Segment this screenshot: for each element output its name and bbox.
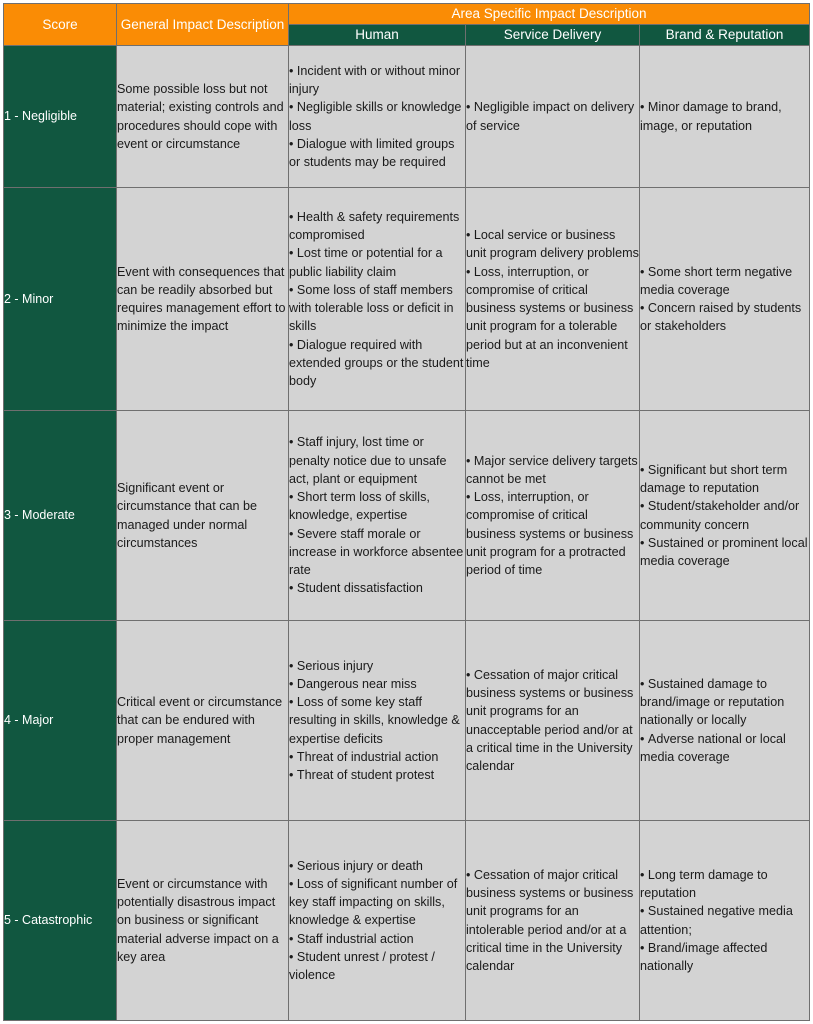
bullet-item: • Minor damage to brand, image, or reputation <box>640 98 809 135</box>
brand-reputation-impact-list <box>640 866 809 976</box>
table-row <box>4 411 810 621</box>
brand-reputation-impact-list <box>640 263 809 336</box>
general-impact-text: Event or circumstance with potentially disastrous impact on business or significant material adverse impact on a key area <box>117 876 279 964</box>
column-header-score: Score <box>4 4 117 46</box>
human-impact-list <box>289 857 465 985</box>
table-row <box>4 46 810 188</box>
risk-impact-matrix-table <box>3 3 810 1021</box>
bullet-item: • Cessation of major critical business systems or business unit programs for an unacceptable period and/or at a critical time in the University calendar <box>466 666 639 776</box>
brand-reputation-impact-list <box>640 461 809 571</box>
service-delivery-impact-cell <box>466 621 640 821</box>
score-label-cell: 3 - Moderate <box>4 411 117 621</box>
bullet-item: • Loss of some key staff resulting in skills, knowledge & expertise deficits <box>289 693 465 748</box>
score-label-cell: 2 - Minor <box>4 188 117 411</box>
service-delivery-impact-list <box>466 98 639 135</box>
human-impact-cell <box>289 188 466 411</box>
general-impact-text: Event with consequences that can be readily absorbed but requires management effort to minimize the impact <box>117 264 286 334</box>
service-delivery-impact-list <box>466 226 639 372</box>
bullet-item: • Loss, interruption, or compromise of critical business systems or business unit program for a protracted period of time <box>466 488 639 579</box>
brand-reputation-impact-cell <box>640 46 810 188</box>
score-label-cell: 4 - Major <box>4 621 117 821</box>
score-label-cell: 5 - Catastrophic <box>4 821 117 1021</box>
bullet-item: • Brand/image affected nationally <box>640 939 809 976</box>
table-body <box>4 46 810 1021</box>
service-delivery-impact-cell <box>466 188 640 411</box>
human-impact-list <box>289 433 465 597</box>
brand-reputation-impact-cell <box>640 621 810 821</box>
brand-reputation-impact-cell <box>640 821 810 1021</box>
bullet-item: • Some short term negative media coverage <box>640 263 809 300</box>
service-delivery-impact-list <box>466 666 639 776</box>
service-delivery-impact-cell <box>466 411 640 621</box>
general-impact-text: Critical event or circumstance that can be endured with proper management <box>117 695 283 746</box>
bullet-item: • Concern raised by students or stakeholders <box>640 299 809 336</box>
header-row-primary <box>4 4 810 25</box>
brand-reputation-impact-cell <box>640 188 810 411</box>
service-delivery-impact-list <box>466 866 639 976</box>
general-impact-cell <box>117 411 289 621</box>
table-header <box>4 4 810 46</box>
bullet-item: • Sustained or prominent local media coverage <box>640 534 809 571</box>
bullet-item: • Local service or business unit program delivery problems <box>466 226 639 263</box>
bullet-item: • Incident with or without minor injury <box>289 62 465 99</box>
general-impact-cell <box>117 46 289 188</box>
column-group-header-area-specific-impact-description: Area Specific Impact Description <box>289 4 810 25</box>
bullet-item: • Dangerous near miss <box>289 675 465 693</box>
bullet-item: • Sustained damage to brand/image or reputation nationally or locally <box>640 675 809 730</box>
bullet-item: • Short term loss of skills, knowledge, expertise <box>289 488 465 525</box>
service-delivery-impact-cell <box>466 821 640 1021</box>
bullet-item: • Threat of industrial action <box>289 748 465 766</box>
human-impact-list <box>289 657 465 785</box>
bullet-item: • Loss of significant number of key staff impacting on skills, knowledge & expertise <box>289 875 465 930</box>
column-header-human: Human <box>289 25 466 46</box>
table-row <box>4 621 810 821</box>
bullet-item: • Serious injury or death <box>289 857 465 875</box>
column-header-service-delivery: Service Delivery <box>466 25 640 46</box>
brand-reputation-impact-cell <box>640 411 810 621</box>
human-impact-cell <box>289 821 466 1021</box>
human-impact-cell <box>289 46 466 188</box>
bullet-item: • Major service delivery targets cannot be met <box>466 452 639 489</box>
bullet-item: • Negligible skills or knowledge loss <box>289 98 465 135</box>
general-impact-cell <box>117 188 289 411</box>
score-label-cell: 1 - Negligible <box>4 46 117 188</box>
human-impact-cell <box>289 621 466 821</box>
service-delivery-impact-list <box>466 452 639 580</box>
general-impact-cell <box>117 621 289 821</box>
general-impact-text: Significant event or circumstance that can be managed under normal circumstances <box>117 481 258 550</box>
bullet-item: • Cessation of major critical business systems or business unit programs for an intolerable period and/or at a critical time in the University calendar <box>466 866 639 976</box>
bullet-item: • Lost time or potential for a public liability claim <box>289 244 465 281</box>
human-impact-cell <box>289 411 466 621</box>
bullet-item: • Staff industrial action <box>289 930 465 948</box>
bullet-item: • Student/stakeholder and/or community concern <box>640 497 809 534</box>
bullet-item: • Serious injury <box>289 657 465 675</box>
column-header-brand-reputation: Brand & Reputation <box>640 25 810 46</box>
bullet-item: • Negligible impact on delivery of service <box>466 98 639 135</box>
bullet-item: • Dialogue required with extended groups or the student body <box>289 336 465 391</box>
brand-reputation-impact-list <box>640 98 809 135</box>
bullet-item: • Staff injury, lost time or penalty notice due to unsafe act, plant or equipment <box>289 433 465 488</box>
bullet-item: • Student unrest / protest / violence <box>289 948 465 985</box>
bullet-item: • Sustained negative media attention; <box>640 902 809 939</box>
bullet-item: • Threat of student protest <box>289 766 465 784</box>
human-impact-list <box>289 62 465 172</box>
bullet-item: • Severe staff morale or increase in workforce absentee rate <box>289 525 465 580</box>
human-impact-list <box>289 208 465 391</box>
bullet-item: • Long term damage to reputation <box>640 866 809 903</box>
bullet-item: • Health & safety requirements compromised <box>289 208 465 245</box>
table-row <box>4 821 810 1021</box>
bullet-item: • Student dissatisfaction <box>289 579 465 597</box>
general-impact-text: Some possible loss but not material; existing controls and procedures should cope with event or circumstance <box>117 82 284 151</box>
bullet-item: • Dialogue with limited groups or students may be required <box>289 135 465 172</box>
brand-reputation-impact-list <box>640 675 809 766</box>
bullet-item: • Some loss of staff members with tolerable loss or deficit in skills <box>289 281 465 336</box>
column-header-general-impact-description: General Impact Description <box>117 4 289 46</box>
bullet-item: • Loss, interruption, or compromise of critical business systems or business unit program for a tolerable period but at an inconvenient time <box>466 263 639 373</box>
bullet-item: • Significant but short term damage to reputation <box>640 461 809 498</box>
service-delivery-impact-cell <box>466 46 640 188</box>
general-impact-cell <box>117 821 289 1021</box>
table-row <box>4 188 810 411</box>
bullet-item: • Adverse national or local media coverage <box>640 730 809 767</box>
